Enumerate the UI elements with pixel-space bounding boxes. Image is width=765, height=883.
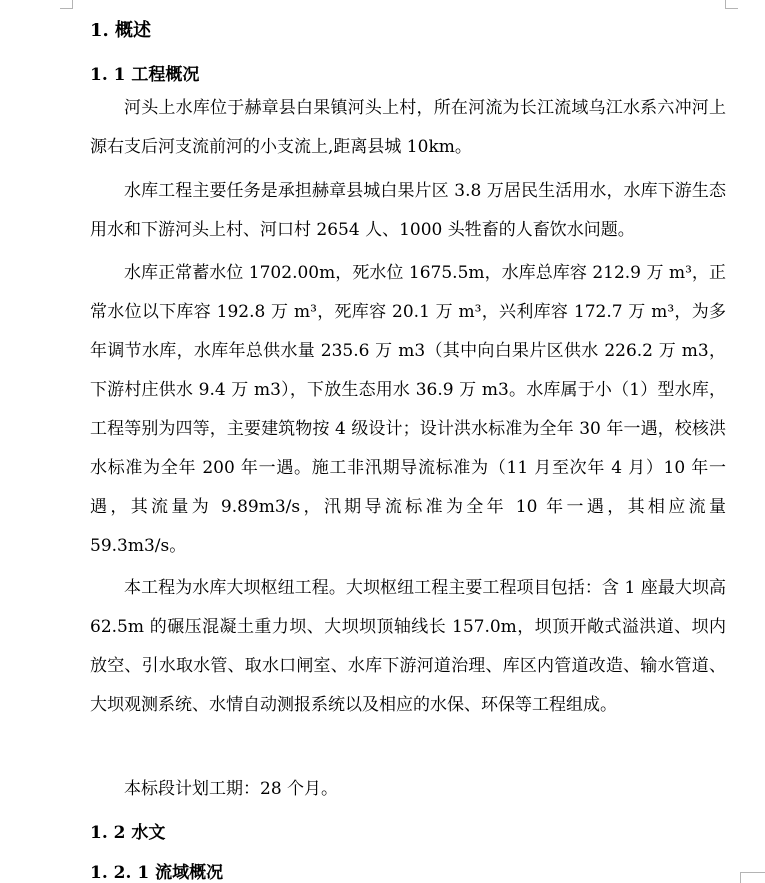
paragraph-main-tasks: 水库工程主要任务是承担赫章县城白果片区 3.8 万居民生活用水，水库下游生态用水和下游河头上村、河口村 2654 人、1000 头牲畜的人畜饮水问题。 <box>90 181 726 240</box>
margin-corner-mark-top-left <box>60 0 73 9</box>
heading-hydrology: 1. 2 水文 <box>90 823 166 843</box>
paragraph-schedule: 本标段计划工期：28 个月。 <box>124 779 339 799</box>
heading-basin-overview: 1. 2. 1 流域概况 <box>90 863 224 883</box>
heading-overview: 1. 概述 <box>90 20 152 41</box>
margin-corner-mark-top-right <box>725 0 738 9</box>
paragraph-project-scope: 本工程为水库大坝枢纽工程。大坝枢纽工程主要工程项目包括：含 1 座最大坝高 62.5m 的碾压混凝土重力坝、大坝坝顶轴线长 157.0m，坝顶开敞式溢洪道、坝内放空、引水取水管、取水口闸室、水库下游河道治理、库区内管道改造、输水管道、大坝观测系统、水情自动测报系统以及相应的水保、环保等工程组成。 <box>90 578 726 715</box>
margin-corner-mark-bottom-right <box>740 872 765 883</box>
heading-project-overview: 1. 1 工程概况 <box>90 65 200 85</box>
paragraph-location: 河头上水库位于赫章县白果镇河头上村，所在河流为长江流域乌江水系六冲河上源右支后河支流前河的小支流上,距离县城 10km。 <box>90 98 726 157</box>
paragraph-reservoir-parameters: 水库正常蓄水位 1702.00m，死水位 1675.5m，水库总库容 212.9 万 m³，正常水位以下库容 192.8 万 m³，死库容 20.1 万 m³，兴利库容 172.7 万 m³，为多年调节水库，水库年总供水量 235.6 万 m3（其中向白果片区供水 226.2 万 m3，下游村庄供水 9.4 万 m3），下放生态用水 36.9 万 m3。水库属于小（1）型水库，工程等别为四等，主要建筑物按 4 级设计；设计洪水标准为全年 30 年一遇，校核洪水标准为全年 200 年一遇。施工非汛期导流标准为（11 月至次年 4 月）10 年一遇，其流量为 9.89m3/s，汛期导流标准为全年 10 年一遇，其相应流量 59.3m3/s。 <box>90 263 726 556</box>
